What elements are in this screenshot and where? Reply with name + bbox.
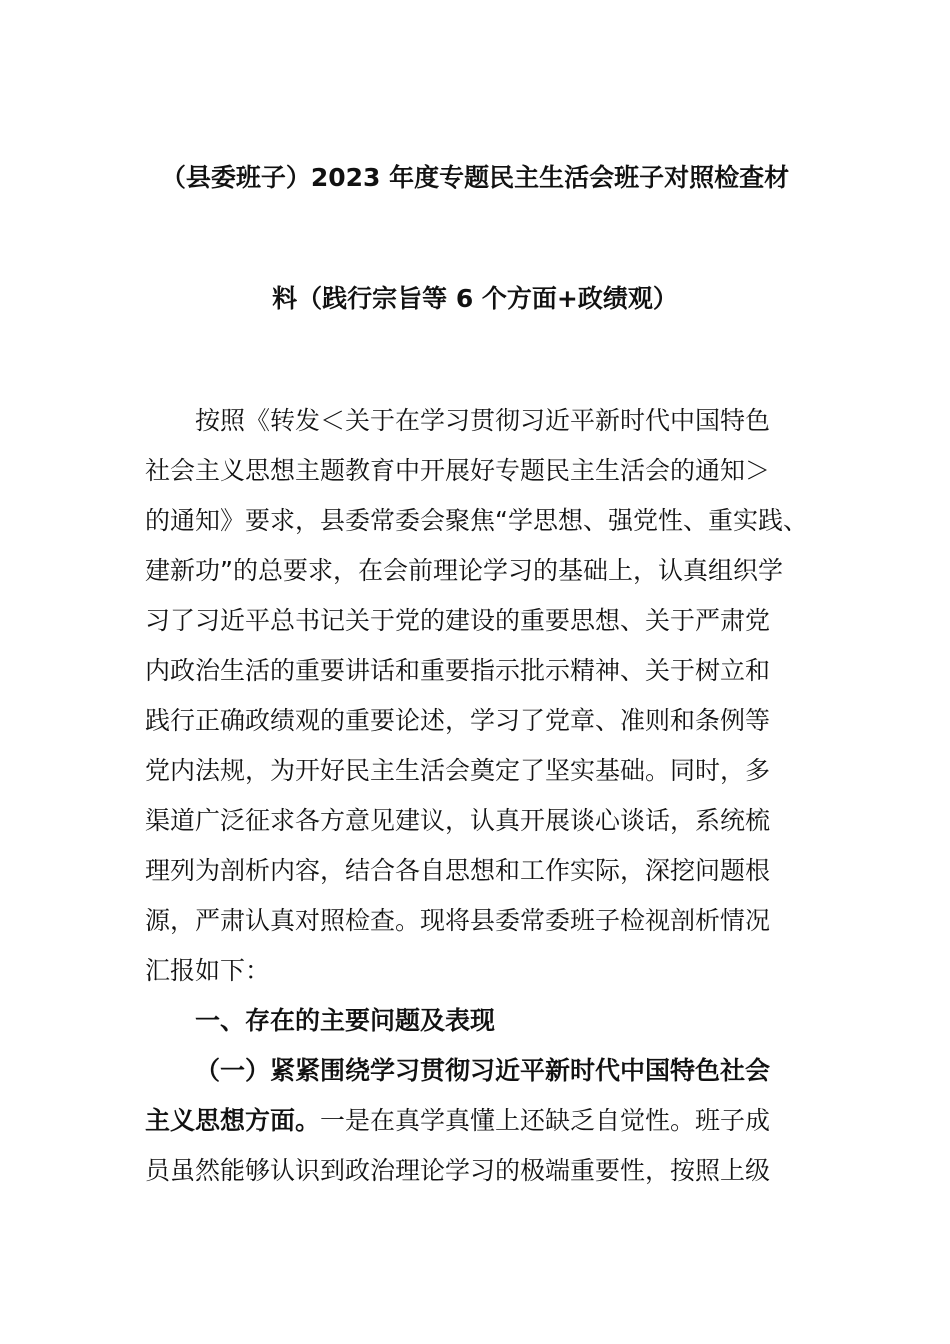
paragraph-line: 习了习近平总书记关于党的建设的重要思想、关于严肃党 [145, 606, 771, 635]
subsection-heading-continued: 主义思想方面。 [145, 1106, 321, 1135]
paragraph-line: 社会主义思想主题教育中开展好专题民主生活会的通知＞ [145, 456, 771, 485]
document-body [145, 396, 825, 1196]
paragraph-line: 的通知》要求，县委常委会聚焦“学思想、强党性、重实践、 [145, 506, 808, 535]
subsection-first-line [145, 1096, 825, 1146]
paragraph-line: 内政治生活的重要讲话和重要指示批示精神、关于树立和 [145, 656, 771, 685]
paragraph-line: 渠道广泛征求各方意见建议，认真开展谈心谈话，系统梳 [145, 806, 771, 835]
paragraph-line: 汇报如下： [145, 956, 271, 985]
document-title-line-1: （县委班子）2023 年度专题民主生活会班子对照检查材 [160, 163, 790, 192]
document-title-line-2: 料（践行宗旨等 6 个方面+政绩观） [272, 284, 678, 313]
subsection-heading: （一）紧紧围绕学习贯彻习近平新时代中国特色社会 [195, 1056, 771, 1085]
paragraph-line: 理列为剖析内容，结合各自思想和工作实际，深挖问题根 [145, 856, 771, 885]
paragraph-line: 党内法规，为开好民主生活会奠定了坚实基础。同时，多 [145, 756, 771, 785]
paragraph-line: 员虽然能够认识到政治理论学习的极端重要性，按照上级 [145, 1156, 771, 1185]
subsection-text: 一是在真学真懂上还缺乏自觉性。班子成 [320, 1106, 771, 1135]
section-heading: 一、存在的主要问题及表现 [195, 1006, 496, 1035]
paragraph-line: 践行正确政绩观的重要论述，学习了党章、准则和条例等 [145, 706, 771, 735]
paragraph-line: 源，严肃认真对照检查。现将县委常委班子检视剖析情况 [145, 906, 771, 935]
paragraph-line: 按照《转发＜关于在学习贯彻习近平新时代中国特色 [195, 406, 771, 435]
paragraph-line: 建新功”的总要求，在会前理论学习的基础上，认真组织学 [145, 556, 783, 585]
